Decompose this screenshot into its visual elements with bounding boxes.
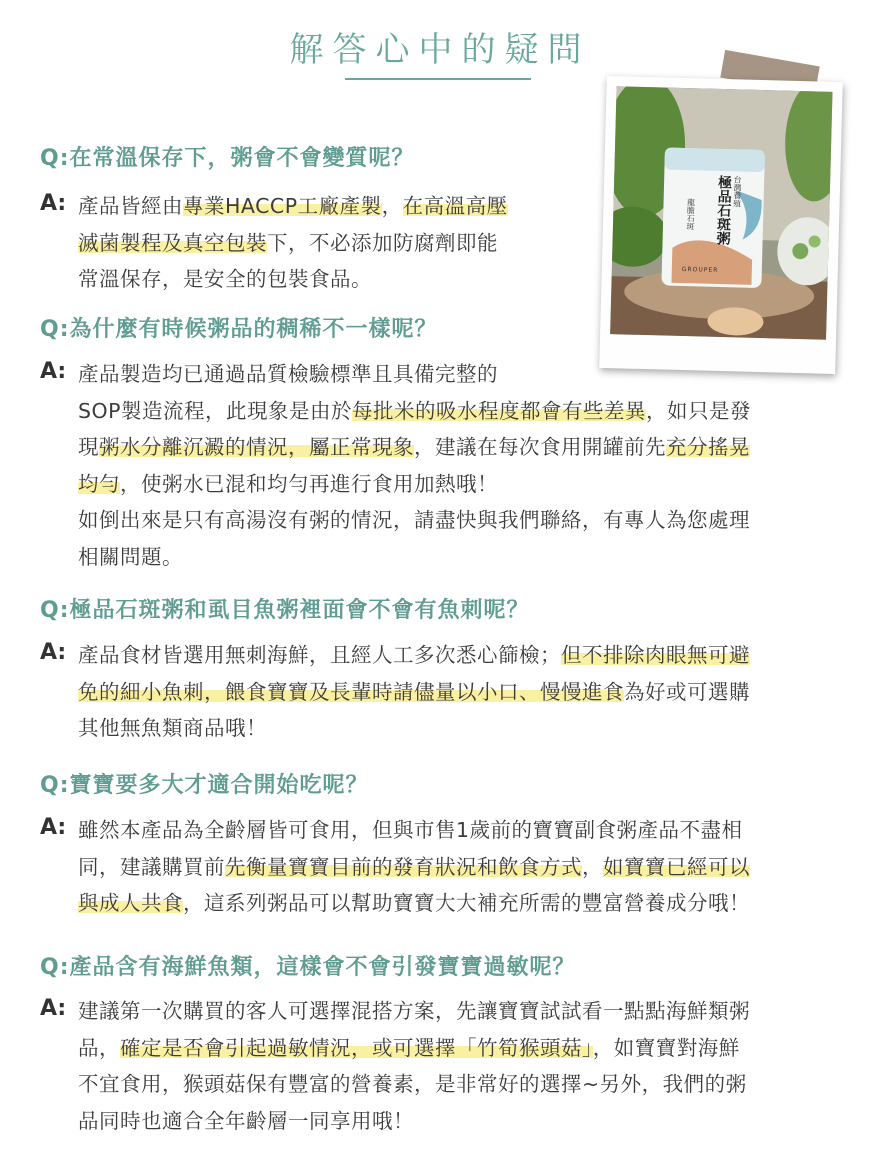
answer-line (78, 1030, 750, 1067)
faq-question-1: Q:在常溫保存下，粥會不會變質呢？ (40, 146, 415, 171)
faq-answer-5 (78, 993, 750, 1139)
highlighted-text: 均勻 (78, 471, 120, 496)
highlighted-text: 免的細小魚刺，餵食寶寶及長輩時請儘量以小口、慢慢進食 (78, 679, 624, 704)
answer-text: ， (582, 854, 603, 879)
answer-line (78, 356, 751, 393)
answer-line (78, 885, 750, 922)
answer-line (78, 710, 750, 747)
answer-line (78, 849, 750, 886)
faq-question-2: Q:為什麼有時候粥品的稠稀不一樣呢？ (40, 317, 438, 342)
faq-answer-label-1: A: (40, 191, 67, 216)
answer-line (78, 674, 750, 711)
answer-line (78, 1103, 750, 1140)
faq-answer-label-2: A: (40, 359, 67, 384)
highlighted-text: 滅菌製程及真空包裝 (78, 230, 267, 255)
faq-answer-label-3: A: (40, 640, 67, 665)
highlighted-text: 每批米的吸水程度都會有些差異 (352, 398, 647, 423)
answer-text: 同，建議購買前 (78, 854, 225, 879)
faq-question-4: Q:寶寶要多大才適合開始吃呢？ (40, 773, 369, 798)
answer-text: 產品皆經由 (78, 194, 183, 218)
highlighted-text: 粥水分離沉澱的情況，屬正常現象 (99, 435, 414, 459)
answer-text: 常溫保存，是安全的包裝食品。 (78, 267, 372, 291)
answer-text: 不宜食用，猴頭菇保有豐富的營養素，是非常好的選擇~另外，我們的粥 (78, 1072, 747, 1096)
highlighted-text: 但不排除肉眼無可避 (561, 643, 750, 667)
answer-text: 現 (78, 435, 99, 459)
answer-line (78, 1066, 750, 1103)
answer-text: ，使粥水已混和均勻再進行食用加熱哦！ (120, 471, 498, 496)
page-title: 解答心中的疑問 (289, 30, 591, 70)
answer-text: 建議第一次購買的客人可選擇混搭方案，先讓寶寶試試看一點點海鮮類粥 (78, 999, 750, 1023)
answer-line (78, 188, 508, 225)
highlighted-text: 在高溫高壓 (402, 194, 508, 218)
answer-text: 其他無魚類商品哦！ (78, 716, 267, 740)
product-label-line4: GROUPER (681, 265, 719, 274)
product-label-line2: 極品石斑粥 (714, 174, 733, 246)
answer-text: 品， (78, 1035, 120, 1060)
product-label-line3: 龍膽石斑 (685, 198, 696, 231)
highlighted-text: 充分搖晃 (666, 435, 750, 459)
answer-line (78, 261, 508, 298)
answer-text: 下，不必添加防腐劑即能 (267, 230, 498, 255)
highlighted-text: 確定是否會引起過敏情況，或可選擇「竹筍猴頭菇」 (120, 1035, 593, 1060)
answer-text: ，如寶寶對海鮮 (592, 1035, 740, 1060)
title-underline (345, 78, 531, 80)
highlighted-text: 與成人共食 (78, 891, 183, 915)
product-label-line1: 台灣養殖 (732, 175, 743, 208)
answer-line (78, 429, 751, 466)
highlighted-text: 專業HACCP工廠產製 (183, 194, 382, 218)
answer-text: ，如只是發 (646, 398, 752, 423)
answer-text: ，建議在每次食用開罐前先 (414, 435, 666, 459)
faq-answer-label-4: A: (40, 815, 67, 840)
answer-line (78, 502, 751, 539)
highlighted-text: 先衡量寶寶目前的發育狀況和飲食方式 (225, 854, 582, 879)
answer-text: 雖然本產品為全齡層皆可食用，但與市售1歲前的寶寶副食粥產品不盡相 (78, 818, 743, 842)
faq-answer-2 (78, 356, 751, 575)
answer-text: 產品食材皆選用無刺海鮮，且經人工多次悉心篩檢； (78, 643, 561, 667)
answer-line (78, 539, 751, 576)
faq-question-5: Q:產品含有海鮮魚類，這樣會不會引發寶寶過敏呢？ (40, 955, 576, 980)
answer-text: 產品製造均已通過品質檢驗標準且具備完整的 (78, 362, 498, 386)
answer-text: 相關問題。 (78, 544, 183, 569)
answer-line (78, 993, 750, 1030)
faq-answer-1 (78, 188, 508, 298)
answer-text: 如倒出來是只有高湯沒有粥的情況，請盡快與我們聯絡，有專人為您處理 (78, 508, 750, 532)
answer-text: 為好或可選購 (624, 679, 750, 704)
answer-text: SOP製造流程，此現象是由於 (78, 398, 353, 423)
faq-question-3: Q:極品石斑粥和虱目魚粥裡面會不會有魚刺呢？ (40, 598, 530, 623)
answer-line (78, 466, 751, 503)
answer-line (78, 225, 508, 262)
answer-line (78, 812, 750, 849)
faq-answer-3 (78, 637, 750, 747)
faq-answer-4 (78, 812, 750, 922)
highlighted-text: 如寶寶已經可以 (603, 854, 750, 879)
answer-line (78, 393, 751, 430)
answer-text: ，這系列粥品可以幫助寶寶大大補充所需的豐富營養成分哦！ (183, 891, 750, 915)
answer-text: 品同時也適合全年齡層一同享用哦！ (78, 1108, 414, 1133)
faq-answer-label-5: A: (40, 996, 67, 1021)
product-photo-image (610, 86, 832, 340)
product-photo (599, 76, 843, 374)
answer-line (78, 637, 750, 674)
answer-text: ， (381, 194, 403, 218)
